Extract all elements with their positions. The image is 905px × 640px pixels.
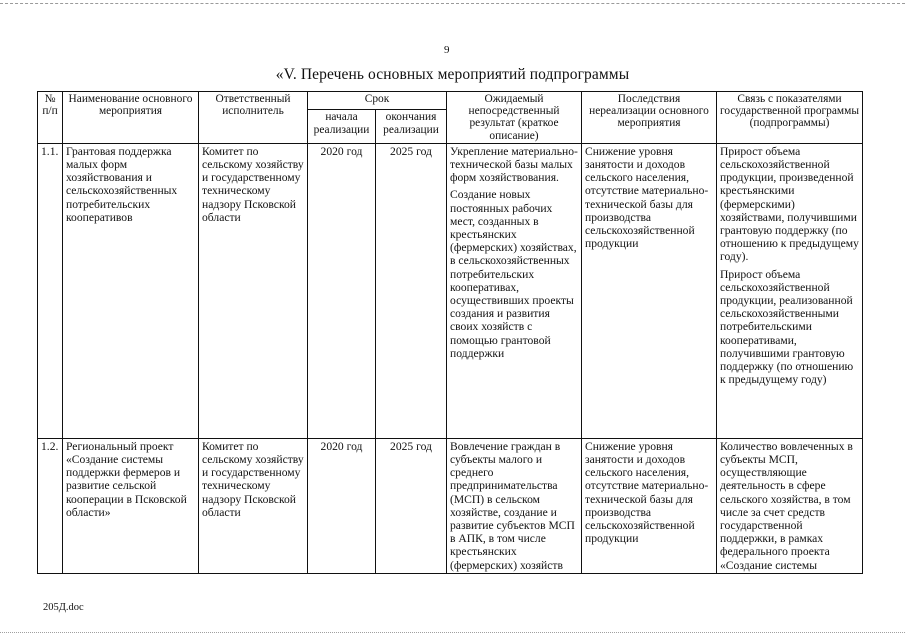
row-link-paragraph: Прирост объема сельскохозяйственной продукции, реализованной сельскохозяйственными потребительскими кооперативами, получившими грантовую поддержку (по отношению к предыдущему году) — [720, 267, 854, 387]
row-executor: Комитет по сельскому хозяйству и государственному техническому надзору Псковской области — [199, 438, 308, 573]
row-result — [447, 143, 582, 438]
row-end: 2025 год — [376, 143, 447, 438]
table-row — [38, 438, 863, 573]
header-consequences: Последствия нереализации основного мероприятия — [582, 92, 717, 144]
row-result-paragraph: Укрепление материально-технической базы малых форм хозяйствования. — [450, 144, 578, 185]
row-link — [717, 143, 863, 438]
header-executor: Ответственный исполнитель — [199, 92, 308, 144]
header-start: начала реализации — [308, 110, 376, 143]
row-start: 2020 год — [308, 143, 376, 438]
table-row — [38, 143, 863, 438]
scan-edge-bottom — [0, 632, 905, 633]
header-num: № п/п — [38, 92, 63, 144]
row-executor: Комитет по сельскому хозяйству и государственному техническому надзору Псковской области — [199, 143, 308, 438]
header-result: Ожидаемый непосредственный результат (краткое описание) — [447, 92, 582, 144]
row-result: Вовлечение граждан в субъекты малого и среднего предпринимательства (МСП) в сельском хозяйстве, создание и развитие субъектов МСП в АПК, в том числе крестьянских (фермерских) хозяйств — [447, 438, 582, 573]
row-consequences: Снижение уровня занятости и доходов сельского населения, отсутствие материально-технической базы для производства сельскохозяйственной продукции — [582, 438, 717, 573]
page-number: 9 — [444, 44, 450, 56]
row-link: Количество вовлеченных в субъекты МСП, осуществляющие деятельность в сфере сельского хозяйства, в том числе за счет средств государственной поддержки, в рамках федерального проекта «Создание системы — [717, 438, 863, 573]
row-num: 1.1. — [38, 143, 63, 438]
row-link-paragraph: Прирост объема сельскохозяйственной продукции, произведенной крестьянскими (фермерскими) хозяйствами, получившими грантовую поддержку (по отношению к предыдущему году). — [720, 144, 859, 264]
header-term: Срок — [308, 92, 447, 110]
row-consequences: Снижение уровня занятости и доходов сельского населения, отсутствие материально-технической базы для производства сельскохозяйственной продукции — [582, 143, 717, 438]
header-link: Связь с показателями государственной программы (подпрограммы) — [717, 92, 863, 144]
header-end: окончания реализации — [376, 110, 447, 143]
scan-edge-top — [0, 3, 905, 4]
row-result-paragraph: Создание новых постоянных рабочих мест, созданных в крестьянских (фермерских) хозяйствах, в сельскохозяйственных потребительских кооперативах, осуществивших проекты создания и развития своих хозяйств с помощью грантовой поддержки — [450, 188, 577, 360]
row-end: 2025 год — [376, 438, 447, 573]
header-name: Наименование основного мероприятия — [63, 92, 199, 144]
activities-table — [37, 91, 863, 574]
footer-filename: 205Д.doc — [43, 602, 84, 613]
row-name: Грантовая поддержка малых форм хозяйствования и сельскохозяйственных потребительских кооперативов — [63, 143, 199, 438]
page-title: «V. Перечень основных мероприятий подпрограммы — [275, 66, 630, 83]
row-start: 2020 год — [308, 438, 376, 573]
row-name: Региональный проект «Создание системы поддержки фермеров и развитие сельской кооперации в Псковской области» — [63, 438, 199, 573]
row-num: 1.2. — [38, 438, 63, 573]
